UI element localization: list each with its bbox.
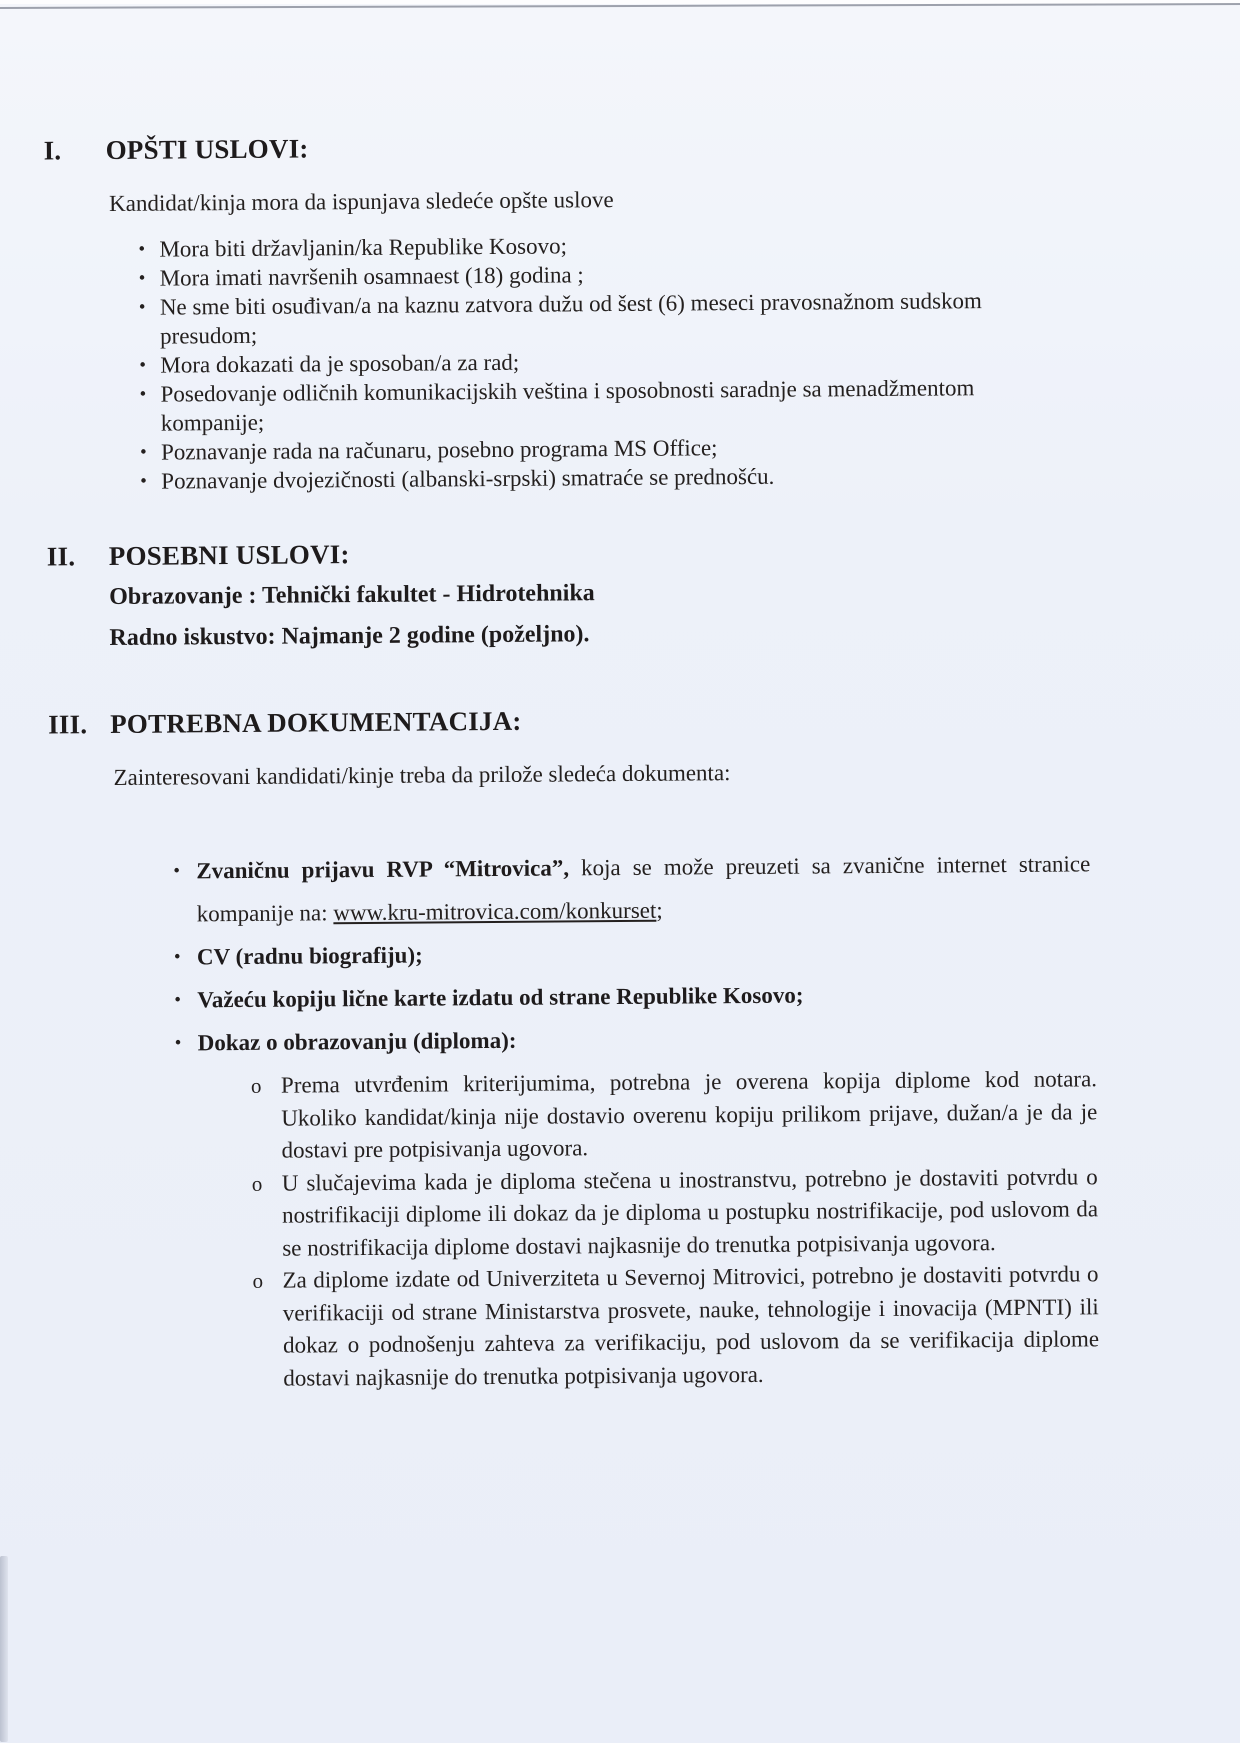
sub-bullet-marker: o xyxy=(251,1171,263,1196)
sub-list-item xyxy=(252,1258,1099,1395)
list-item-text: Mora biti državljanin/ka Republike Kosovo; xyxy=(159,233,568,262)
bullet-marker: • xyxy=(173,946,181,968)
bullet-marker: • xyxy=(174,989,182,1011)
section-numeral: I. xyxy=(43,135,62,166)
list-item-text: Posedovanje odličnih komunikacijskih veština i sposobnosti saradnje sa menadžmentom kompanije; xyxy=(160,375,975,436)
list-item-text xyxy=(197,928,1091,978)
required-documents-list xyxy=(173,842,1092,1064)
list-item xyxy=(139,373,1051,438)
list-item-text: Mora imati navršenih osamnaest (18) godina ; xyxy=(159,262,584,291)
section-heading-opsti-uslovi xyxy=(44,127,1116,165)
section-title: POTREBNA DOKUMENTACIJA: xyxy=(110,705,522,740)
section-numeral: II. xyxy=(46,541,76,572)
list-item xyxy=(139,286,1051,351)
list-item-text: Ne sme biti osuđivan/a na kaznu zatvora dužu od šest (6) meseci pravosnažnom sudskom presudom; xyxy=(159,288,983,349)
section-heading-posebni-uslovi xyxy=(47,533,1119,571)
link-suffix: ; xyxy=(656,897,663,923)
document-name: Dokaz o obrazovanju (diploma): xyxy=(197,1027,517,1056)
section-title: POSEBNI USLOVI: xyxy=(108,539,350,572)
section-intro: Zainteresovani kandidati/kinje treba da prilože sledeća dokumenta: xyxy=(113,760,731,790)
list-item xyxy=(174,1014,1091,1064)
list-item-text: Mora dokazati da je sposoban/a za rad; xyxy=(160,349,520,378)
bullet-marker: • xyxy=(138,296,146,318)
document-name: CV (radnu biografiju); xyxy=(196,942,423,970)
bullet-marker: • xyxy=(174,1032,182,1054)
diploma-conditions-sublist xyxy=(251,1063,1100,1395)
list-item xyxy=(174,971,1091,1021)
bullet-marker: • xyxy=(138,238,146,260)
list-item xyxy=(174,928,1091,978)
list-item xyxy=(173,842,1091,935)
sub-list-item-text: U slučajevima kada je diploma stečena u inostranstvu, potrebno je dostaviti potvrdu o nostrifikaciji diplome ili dokaz da je diploma u postupku nostrifikacije, pod uslovom da se nostrifikacija diplome dostavi najkasnije do trenutka potpisivanja ugovora. xyxy=(281,1163,1099,1261)
list-item-text xyxy=(197,1014,1091,1064)
experience-requirement: Radno iskustvo: Najmanje 2 godine (poželjno). xyxy=(109,621,590,652)
section-heading-potrebna-dokumentacija xyxy=(48,701,1120,739)
bullet-marker: • xyxy=(139,441,147,463)
education-requirement: Obrazovanje : Tehnički fakultet - Hidrotehnika xyxy=(109,580,595,611)
sub-bullet-marker: o xyxy=(252,1268,264,1293)
document-name: Važeću kopiju lične karte izdatu od strane Republike Kosovo; xyxy=(197,982,804,1013)
sub-list-item-text: Za diplome izdate od Univerziteta u Severnoj Mitrovici, potrebno je dostaviti potvrdu o verifikaciji od strane Ministarstva prosvete, nauke, tehnologije i inovacija (MPNTI) ili dokaz o podnošenju zahteva za verifikaciju, pod uslovom da se verifikacija diplome dostavi najkasnije do trenutka potpisivanja ugovora. xyxy=(282,1261,1100,1391)
sub-list-item xyxy=(251,1063,1098,1167)
general-conditions-list xyxy=(138,228,1052,496)
section-numeral: III. xyxy=(48,709,88,740)
company-url-link[interactable]: www.kru-mitrovica.com/konkurset xyxy=(333,897,657,926)
list-item-text xyxy=(196,842,1091,935)
section-intro: Kandidat/kinja mora da ispunjava sledeće opšte uslove xyxy=(108,187,614,216)
list-item-text xyxy=(197,971,1091,1021)
bullet-marker: • xyxy=(140,470,147,492)
sub-bullet-marker: o xyxy=(250,1073,262,1098)
list-item-text: Poznavanje rada na računaru, posebno programa MS Office; xyxy=(160,435,718,465)
list-item xyxy=(140,460,1052,496)
sub-list-item-text: Prema utvrđenim kriterijumima, potrebna je overena kopija diplome kod notara. Ukoliko kandidat/kinja nije dostavio overenu kopiju prilikom prijave, dužan/a je da je dostavi pre potpisivanja ugovora. xyxy=(280,1066,1098,1163)
bullet-marker: • xyxy=(138,267,146,289)
document-note: koja se može preuzeti sa zvanične internet stranice kompanije na: xyxy=(196,851,1091,927)
sub-list-item xyxy=(252,1161,1099,1265)
list-item-text: Poznavanje dvojezičnosti (albanski-srpski) smatraće se prednošću. xyxy=(161,463,775,494)
section-title: OPŠTI USLOVI: xyxy=(105,133,309,166)
bullet-marker: • xyxy=(139,383,147,405)
bullet-marker: • xyxy=(139,354,147,376)
bullet-marker: • xyxy=(173,860,181,882)
document-name: Zvaničnu prijavu RVP “Mitrovica”, xyxy=(196,855,570,884)
